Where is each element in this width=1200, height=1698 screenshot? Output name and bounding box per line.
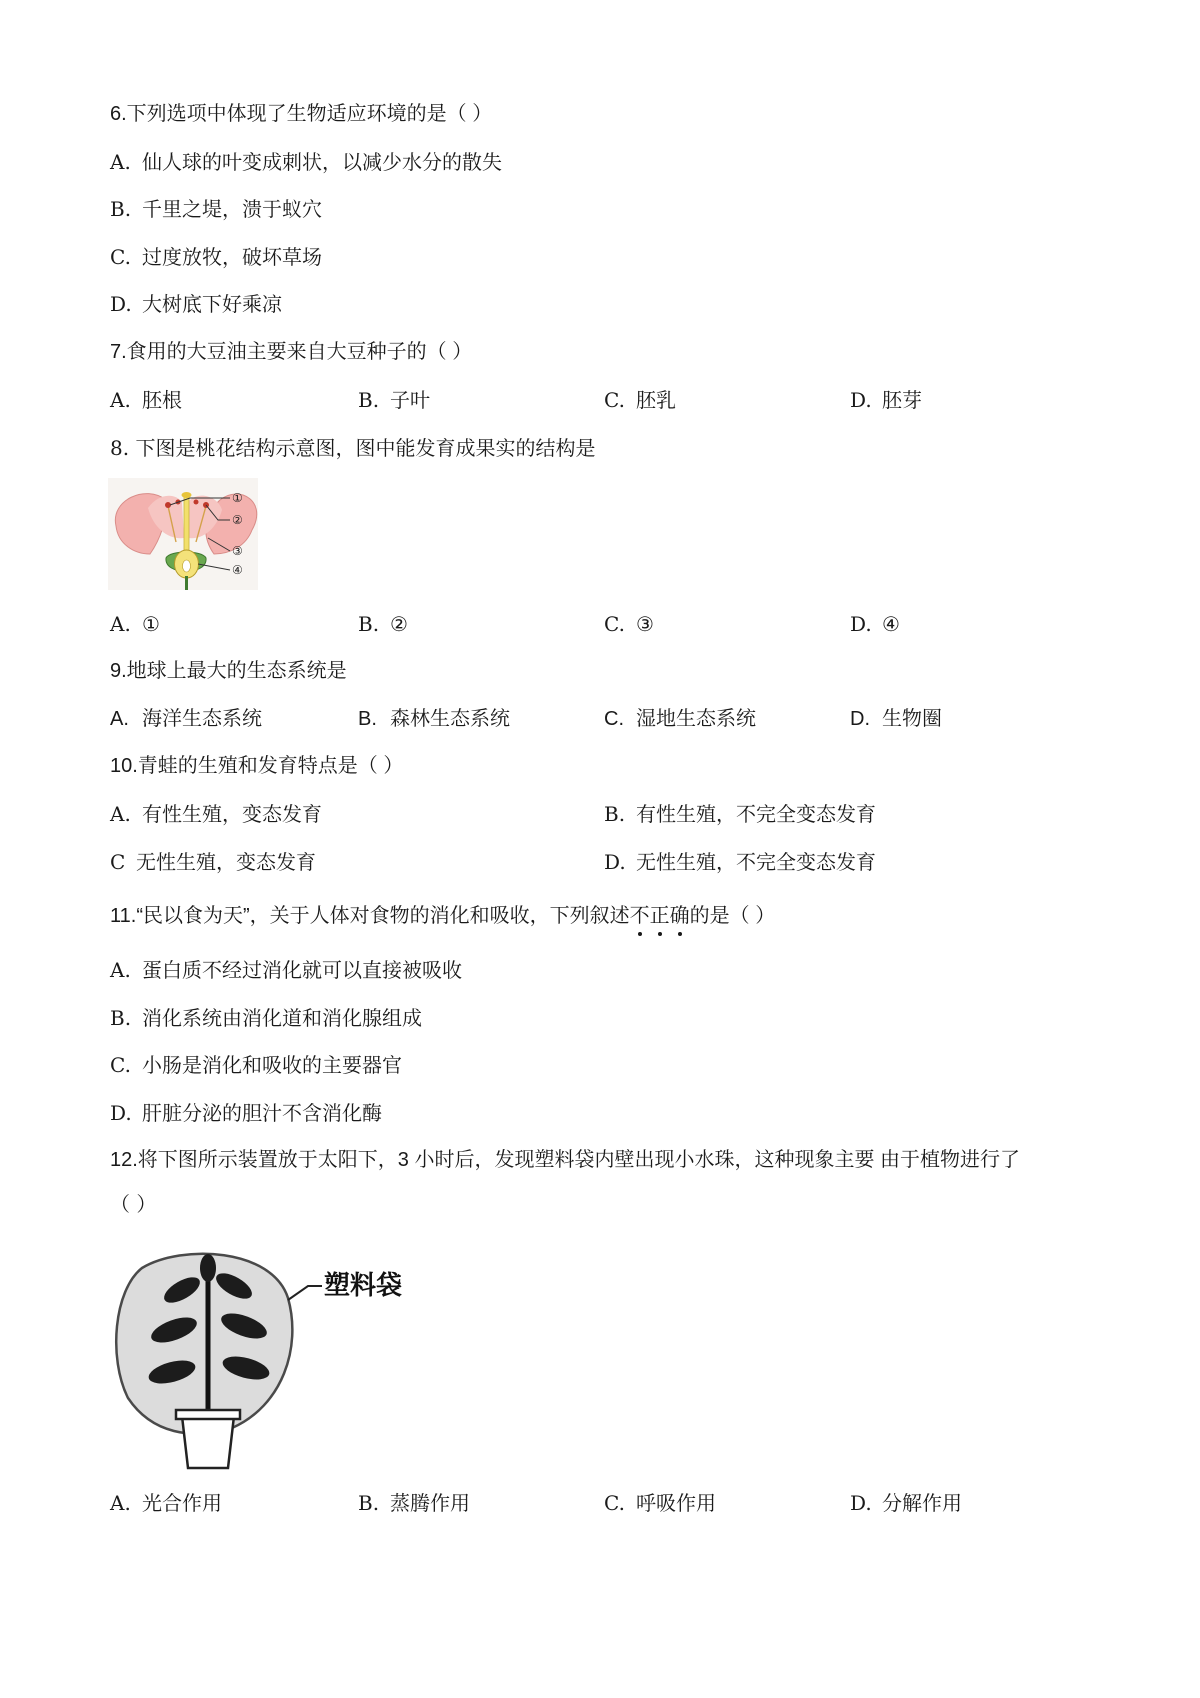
q7-option-a: A. 胚根 [110,388,182,412]
q9-option-a: A. 海洋生态系统 [110,708,262,730]
figure-label-3: ③ [232,544,243,558]
emphasis-char: 确 [670,902,690,930]
q8-option-d: D. ④ [850,612,900,636]
q7-option-b: B. 子叶 [358,388,430,412]
q10-stem: 10.青蛙的生殖和发育特点是（ ） [110,755,404,777]
stigma [182,492,192,498]
q10-option-c: C 无性生殖，变态发育 [110,850,316,874]
figure-label-4: ④ [232,563,243,577]
q10-option-d: D. 无性生殖，不完全变态发育 [604,850,876,874]
q10-option-b: B. 有性生殖，不完全变态发育 [604,802,876,826]
q12-stem: 12.将下图所示装置放于太阳下，3 小时后，发现塑料袋内壁出现小水珠，这种现象主要 由于植物进行了 [110,1149,1021,1171]
plastic-bag [116,1254,292,1434]
q6-option-d: D. 大树底下好乘凉 [110,292,282,316]
q9-option-d: D. 生物圈 [850,708,942,730]
q8-option-a: A. ① [110,612,160,636]
q11-option-a: A. 蛋白质不经过消化就可以直接被吸收 [110,958,462,982]
q7-option-d: D. 胚芽 [850,388,922,412]
q6-option-a: A. 仙人球的叶变成刺状，以减少水分的散失 [110,150,502,174]
q6-stem: 6.下列选项中体现了生物适应环境的是（ ） [110,103,493,125]
q11-option-b: B. 消化系统由消化道和消化腺组成 [110,1006,422,1030]
q12-stem-cont: （ ） [110,1192,157,1216]
q12-option-b: B. 蒸腾作用 [358,1491,470,1515]
q12-option-c: C. 呼吸作用 [604,1491,716,1515]
anther [194,500,199,505]
figure-label-1: ① [232,491,243,505]
q9-stem: 9.地球上最大的生态系统是 [110,660,347,682]
bag-label: 塑料袋 [324,1271,402,1301]
q11-option-d: D. 肝脏分泌的胆汁不含消化酶 [110,1101,382,1125]
q6-option-c: C. 过度放牧，破坏草场 [110,245,322,269]
q8-option-b: B. ② [358,612,408,636]
q12-option-d: D. 分解作用 [850,1491,962,1515]
q9-option-b: B. 森林生态系统 [358,708,510,730]
ovule [183,560,191,572]
emphasis-char: 不 [630,902,650,930]
bag-pointer-line [288,1286,322,1300]
q6-option-b: B. 千里之堤，溃于蚁穴 [110,197,322,221]
q9-option-c: C. 湿地生态系统 [604,708,756,730]
q8-option-c: C. ③ [604,612,654,636]
q7-stem: 7.食用的大豆油主要来自大豆种子的（ ） [110,341,473,363]
q12-option-a: A. 光合作用 [110,1491,222,1515]
figure-label-2: ② [232,513,243,527]
flower-pot-rim [176,1410,240,1419]
emphasis-char: 正 [650,902,670,930]
peach-flower-figure [108,478,258,590]
plant-bag-figure [112,1238,402,1474]
q11-stem: 11.“民以食为天”，关于人体对食物的消化和吸收，下列叙述不正确的是（ ） [110,902,775,930]
pistil-style [184,496,189,556]
q7-option-c: C. 胚乳 [604,388,676,412]
flower-pot [182,1416,234,1468]
q11-option-c: C. 小肠是消化和吸收的主要器官 [110,1053,402,1077]
q10-option-a: A. 有性生殖，变态发育 [110,802,322,826]
leaf [200,1254,216,1282]
q8-stem: 8. 下图是桃花结构示意图，图中能发育成果实的结构是 [110,436,596,460]
